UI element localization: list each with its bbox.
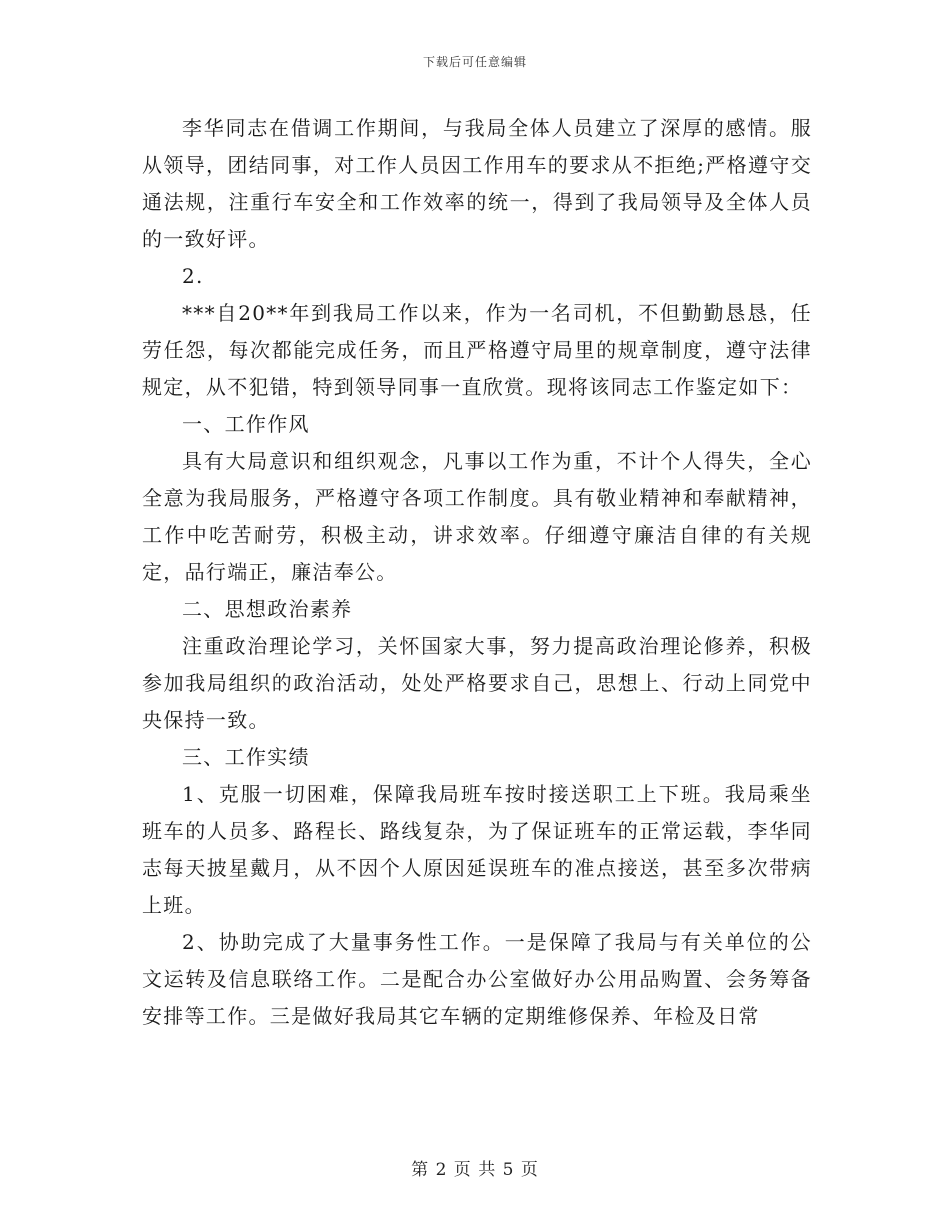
document-body bbox=[142, 110, 812, 1035]
section-heading-achievements: 三、工作实绩 bbox=[182, 745, 310, 769]
section-heading-work-style: 一、工作作风 bbox=[182, 412, 310, 436]
paragraph-5: 1、克服一切困难，保障我局班车按时接送职工上下班。我局乘坐班车的人员多、路程长、路线复杂，为了保证班车的正常运载，李华同志每天披星戴月，从不因个人原因延误班车的准点接送，甚至多次带病上班。 bbox=[142, 782, 812, 917]
section-heading-political: 二、思想政治素养 bbox=[182, 597, 353, 621]
paragraph-3: 具有大局意识和组织观念，凡事以工作为重，不计个人得失，全心全意为我局服务，严格遵守各项工作制度。具有敬业精神和奉献精神，工作中吃苦耐劳，积极主动，讲求效率。仔细遵守廉洁自律的有关规定，品行端正，廉洁奉公。 bbox=[142, 449, 812, 584]
page-header: 下载后可任意编辑 bbox=[422, 55, 527, 69]
paragraph-2: ***自20**年到我局工作以来，作为一名司机，不但勤勤恳恳，任劳任怨，每次都能完成任务，而且严格遵守局里的规章制度，遵守法律规定，从不犯错，特到领导同事一直欣赏。现将该同志工作鉴定如下： bbox=[142, 301, 812, 399]
page-footer: 第 2 页 共 5 页 bbox=[411, 1160, 539, 1180]
paragraph-6: 2、协助完成了大量事务性工作。一是保障了我局与有关单位的公文运转及信息联络工作。二是配合办公室做好办公用品购置、会务筹备安排等工作。三是做好我局其它车辆的定期维修保养、年检及日常 bbox=[142, 930, 812, 1028]
section-number: 2. bbox=[182, 264, 204, 288]
paragraph-1: 李华同志在借调工作期间，与我局全体人员建立了深厚的感情。服从领导，团结同事，对工作人员因工作用车的要求从不拒绝;严格遵守交通法规，注重行车安全和工作效率的统一，得到了我局领导及全体人员的一致好评。 bbox=[142, 116, 812, 251]
paragraph-4: 注重政治理论学习，关怀国家大事，努力提高政治理论修养，积极参加我局组织的政治活动，处处严格要求自己，思想上、行动上同党中央保持一致。 bbox=[142, 634, 812, 732]
